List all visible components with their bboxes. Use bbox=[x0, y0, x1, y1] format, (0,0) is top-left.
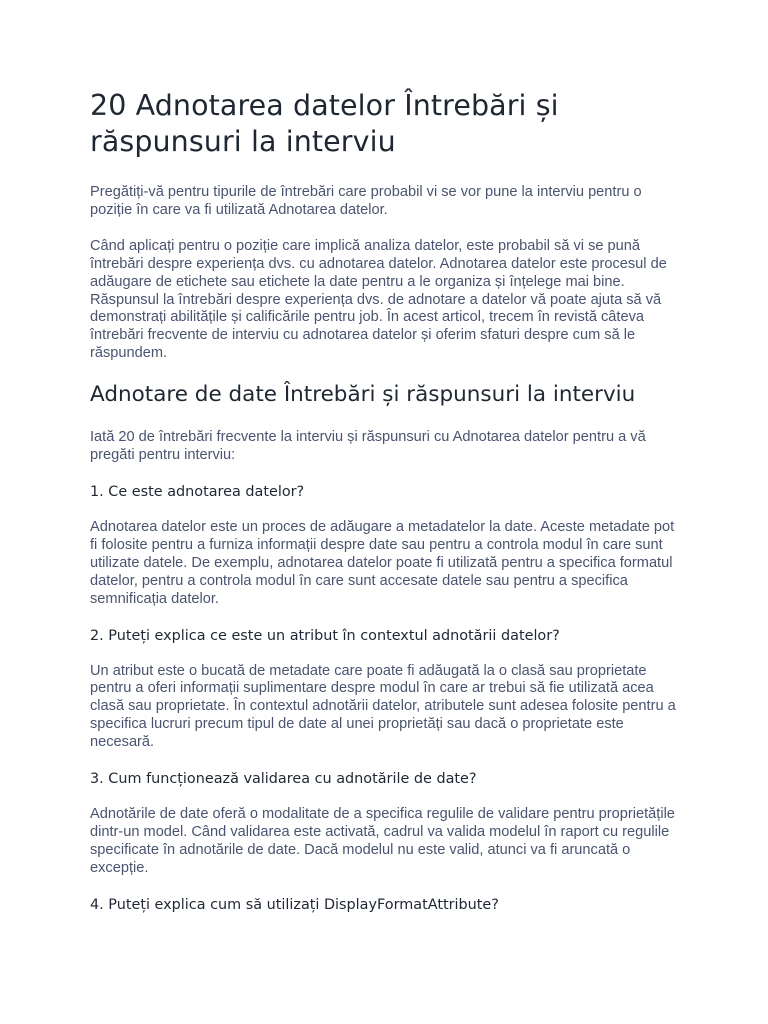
answer-3: Adnotările de date oferă o modalitate de a specifica regulile de validare pentru proprietățile dintr-un model. Când validarea este activată, cadrul va valida modelul în raport cu regulile specificate în adnotările de date. Dacă modelul nu este valid, atunci va fi aruncată o excepție. bbox=[90, 806, 675, 876]
document-page bbox=[90, 88, 682, 932]
answer-2: Un atribut este o bucată de metadate care poate fi adăugată la o clasă sau proprietate pentru a oferi informații suplimentare despre modul în care ar trebui să fie utilizată acea clasă sau proprietate. În contextul adnotării datelor, atributele sunt adesea folosite pentru a specifica lucruri precum tipul de date al unei proprietăți sau dacă o proprietate este necesară. bbox=[90, 662, 676, 751]
question-1: 1. Ce este adnotarea datelor? bbox=[90, 483, 305, 500]
intro-paragraph-2: Când aplicați pentru o poziție care implică analiza datelor, este probabil să vi se pună întrebări despre experiența dvs. cu adnotarea datelor. Adnotarea datelor este procesul de adăugare de etichete sau etichete la date pentru a le organiza și înțelege mai bine. Răspunsul la întrebări despre experiența dvs. de adnotare a datelor vă poate ajuta să vă demonstrați abilitățile și calificările pentru job. În acest articol, trecem în revistă câteva întrebări frecvente de interviu cu adnotarea datelor și oferim sfaturi despre cum să le răspundem. bbox=[90, 237, 667, 362]
section-intro: Iată 20 de întrebări frecvente la interviu și răspunsuri cu Adnotarea datelor pentru a vă pregăti pentru interviu: bbox=[90, 429, 646, 464]
intro-paragraph-1: Pregătiți-vă pentru tipurile de întrebări care probabil vi se vor pune la interviu pentru o poziție în care va fi utilizată Adnotarea datelor. bbox=[90, 184, 642, 218]
section-heading: Adnotare de date Întrebări și răspunsuri la interviu bbox=[90, 382, 636, 408]
question-3: 3. Cum funcționează validarea cu adnotările de date? bbox=[90, 771, 477, 788]
question-4: 4. Puteți explica cum să utilizați DisplayFormatAttribute? bbox=[90, 896, 499, 913]
answer-1: Adnotarea datelor este un proces de adăugare a metadatelor la date. Aceste metadate pot fi folosite pentru a furniza informații despre date sau pentru a controla modul în care sunt utilizate datele. De exemplu, adnotarea datelor poate fi utilizată pentru a specifica formatul datelor, pentru a controla modul în care sunt accesate datele sau pentru a specifica semnificația datelor. bbox=[90, 518, 675, 607]
question-2: 2. Puteți explica ce este un atribut în contextul adnotării datelor? bbox=[90, 627, 560, 644]
article-title: 20 Adnotarea datelor Întrebări și răspunsuri la interviu bbox=[90, 89, 559, 158]
